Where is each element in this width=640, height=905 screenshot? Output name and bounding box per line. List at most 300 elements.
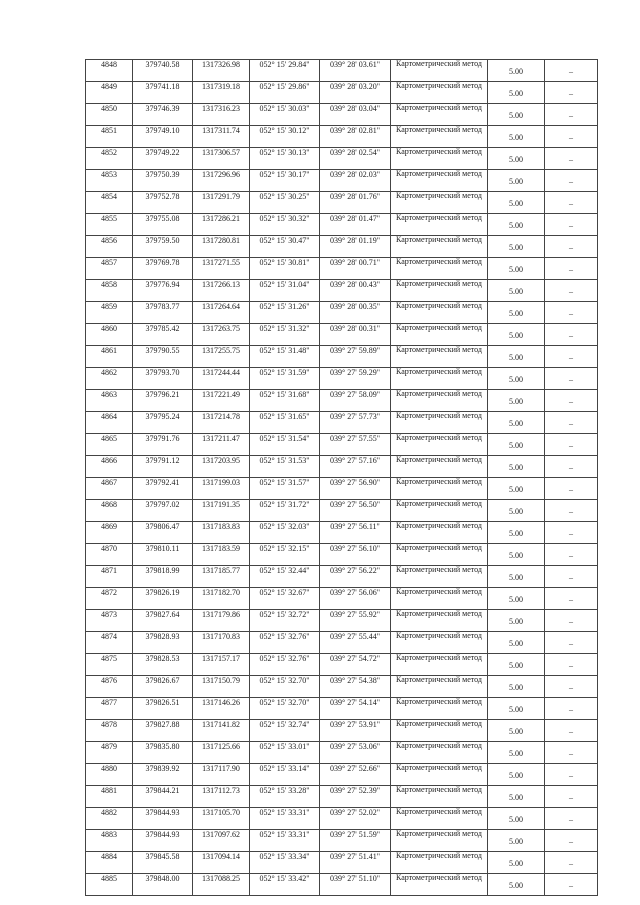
point-number-cell: 4872 xyxy=(86,588,133,610)
y-coordinate-cell: 1317311.74 xyxy=(193,126,250,148)
table-row xyxy=(86,830,598,852)
accuracy-cell: 5.00 xyxy=(488,302,545,324)
note-cell: – xyxy=(545,324,598,346)
accuracy-cell: 5.00 xyxy=(488,60,545,82)
longitude-cell: 039° 28' 00.31" xyxy=(320,324,391,346)
method-cell: Картометрический метод xyxy=(391,830,488,852)
method-cell: Картометрический метод xyxy=(391,126,488,148)
longitude-cell: 039° 27' 55.92" xyxy=(320,610,391,632)
method-cell: Картометрический метод xyxy=(391,610,488,632)
note-cell: – xyxy=(545,632,598,654)
latitude-cell: 052° 15' 30.17" xyxy=(250,170,320,192)
point-number-cell: 4861 xyxy=(86,346,133,368)
y-coordinate-cell: 1317263.75 xyxy=(193,324,250,346)
y-coordinate-cell: 1317097.62 xyxy=(193,830,250,852)
method-cell: Картометрический метод xyxy=(391,456,488,478)
table-row xyxy=(86,368,598,390)
x-coordinate-cell: 379752.78 xyxy=(133,192,193,214)
latitude-cell: 052° 15' 32.67" xyxy=(250,588,320,610)
latitude-cell: 052° 15' 31.68" xyxy=(250,390,320,412)
y-coordinate-cell: 1317179.86 xyxy=(193,610,250,632)
method-cell: Картометрический метод xyxy=(391,412,488,434)
latitude-cell: 052° 15' 32.03" xyxy=(250,522,320,544)
longitude-cell: 039° 27' 56.22" xyxy=(320,566,391,588)
x-coordinate-cell: 379826.19 xyxy=(133,588,193,610)
accuracy-cell: 5.00 xyxy=(488,346,545,368)
accuracy-cell: 5.00 xyxy=(488,258,545,280)
table-row xyxy=(86,808,598,830)
point-number-cell: 4880 xyxy=(86,764,133,786)
x-coordinate-cell: 379827.64 xyxy=(133,610,193,632)
latitude-cell: 052° 15' 30.25" xyxy=(250,192,320,214)
longitude-cell: 039° 27' 52.02" xyxy=(320,808,391,830)
table-row xyxy=(86,544,598,566)
table-row xyxy=(86,148,598,170)
table-row xyxy=(86,60,598,82)
note-cell: – xyxy=(545,808,598,830)
table-row xyxy=(86,236,598,258)
y-coordinate-cell: 1317170.83 xyxy=(193,632,250,654)
x-coordinate-cell: 379844.93 xyxy=(133,808,193,830)
x-coordinate-cell: 379793.70 xyxy=(133,368,193,390)
table-row xyxy=(86,852,598,874)
method-cell: Картометрический метод xyxy=(391,324,488,346)
point-number-cell: 4884 xyxy=(86,852,133,874)
note-cell: – xyxy=(545,852,598,874)
method-cell: Картометрический метод xyxy=(391,698,488,720)
accuracy-cell: 5.00 xyxy=(488,654,545,676)
x-coordinate-cell: 379796.21 xyxy=(133,390,193,412)
point-number-cell: 4867 xyxy=(86,478,133,500)
point-number-cell: 4883 xyxy=(86,830,133,852)
method-cell: Картометрический метод xyxy=(391,500,488,522)
accuracy-cell: 5.00 xyxy=(488,764,545,786)
accuracy-cell: 5.00 xyxy=(488,610,545,632)
latitude-cell: 052° 15' 32.76" xyxy=(250,632,320,654)
table-row xyxy=(86,434,598,456)
point-number-cell: 4857 xyxy=(86,258,133,280)
longitude-cell: 039° 27' 53.91" xyxy=(320,720,391,742)
x-coordinate-cell: 379835.80 xyxy=(133,742,193,764)
table-row xyxy=(86,390,598,412)
y-coordinate-cell: 1317199.03 xyxy=(193,478,250,500)
accuracy-cell: 5.00 xyxy=(488,368,545,390)
point-number-cell: 4865 xyxy=(86,434,133,456)
x-coordinate-cell: 379827.88 xyxy=(133,720,193,742)
method-cell: Картометрический метод xyxy=(391,60,488,82)
accuracy-cell: 5.00 xyxy=(488,214,545,236)
method-cell: Картометрический метод xyxy=(391,368,488,390)
latitude-cell: 052° 15' 33.34" xyxy=(250,852,320,874)
note-cell: – xyxy=(545,280,598,302)
method-cell: Картометрический метод xyxy=(391,390,488,412)
accuracy-cell: 5.00 xyxy=(488,522,545,544)
longitude-cell: 039° 28' 00.71" xyxy=(320,258,391,280)
latitude-cell: 052° 15' 30.13" xyxy=(250,148,320,170)
table-row xyxy=(86,588,598,610)
x-coordinate-cell: 379844.21 xyxy=(133,786,193,808)
latitude-cell: 052° 15' 30.32" xyxy=(250,214,320,236)
longitude-cell: 039° 28' 01.76" xyxy=(320,192,391,214)
table-row xyxy=(86,478,598,500)
y-coordinate-cell: 1317183.83 xyxy=(193,522,250,544)
note-cell: – xyxy=(545,302,598,324)
point-number-cell: 4875 xyxy=(86,654,133,676)
method-cell: Картометрический метод xyxy=(391,302,488,324)
longitude-cell: 039° 28' 00.43" xyxy=(320,280,391,302)
latitude-cell: 052° 15' 30.12" xyxy=(250,126,320,148)
point-number-cell: 4855 xyxy=(86,214,133,236)
x-coordinate-cell: 379848.00 xyxy=(133,874,193,896)
method-cell: Картометрический метод xyxy=(391,654,488,676)
y-coordinate-cell: 1317105.70 xyxy=(193,808,250,830)
note-cell: – xyxy=(545,148,598,170)
latitude-cell: 052° 15' 31.57" xyxy=(250,478,320,500)
y-coordinate-cell: 1317291.79 xyxy=(193,192,250,214)
longitude-cell: 039° 28' 02.03" xyxy=(320,170,391,192)
y-coordinate-cell: 1317266.13 xyxy=(193,280,250,302)
point-number-cell: 4853 xyxy=(86,170,133,192)
note-cell: – xyxy=(545,104,598,126)
table-row xyxy=(86,632,598,654)
longitude-cell: 039° 28' 01.19" xyxy=(320,236,391,258)
accuracy-cell: 5.00 xyxy=(488,456,545,478)
method-cell: Картометрический метод xyxy=(391,434,488,456)
note-cell: – xyxy=(545,698,598,720)
y-coordinate-cell: 1317221.49 xyxy=(193,390,250,412)
latitude-cell: 052° 15' 30.03" xyxy=(250,104,320,126)
y-coordinate-cell: 1317319.18 xyxy=(193,82,250,104)
x-coordinate-cell: 379791.76 xyxy=(133,434,193,456)
latitude-cell: 052° 15' 32.44" xyxy=(250,566,320,588)
point-number-cell: 4868 xyxy=(86,500,133,522)
note-cell: – xyxy=(545,478,598,500)
accuracy-cell: 5.00 xyxy=(488,104,545,126)
table-row xyxy=(86,412,598,434)
point-number-cell: 4856 xyxy=(86,236,133,258)
x-coordinate-cell: 379792.41 xyxy=(133,478,193,500)
point-number-cell: 4871 xyxy=(86,566,133,588)
x-coordinate-cell: 379746.39 xyxy=(133,104,193,126)
y-coordinate-cell: 1317306.57 xyxy=(193,148,250,170)
point-number-cell: 4851 xyxy=(86,126,133,148)
note-cell: – xyxy=(545,236,598,258)
longitude-cell: 039° 27' 52.66" xyxy=(320,764,391,786)
point-number-cell: 4870 xyxy=(86,544,133,566)
longitude-cell: 039° 27' 57.55" xyxy=(320,434,391,456)
y-coordinate-cell: 1317296.96 xyxy=(193,170,250,192)
table-row xyxy=(86,324,598,346)
point-number-cell: 4876 xyxy=(86,676,133,698)
accuracy-cell: 5.00 xyxy=(488,830,545,852)
y-coordinate-cell: 1317214.78 xyxy=(193,412,250,434)
longitude-cell: 039° 27' 51.59" xyxy=(320,830,391,852)
longitude-cell: 039° 27' 52.39" xyxy=(320,786,391,808)
latitude-cell: 052° 15' 33.31" xyxy=(250,808,320,830)
method-cell: Картометрический метод xyxy=(391,566,488,588)
table-row xyxy=(86,676,598,698)
longitude-cell: 039° 27' 53.06" xyxy=(320,742,391,764)
x-coordinate-cell: 379791.12 xyxy=(133,456,193,478)
table-row xyxy=(86,764,598,786)
longitude-cell: 039° 27' 54.38" xyxy=(320,676,391,698)
accuracy-cell: 5.00 xyxy=(488,478,545,500)
method-cell: Картометрический метод xyxy=(391,852,488,874)
y-coordinate-cell: 1317157.17 xyxy=(193,654,250,676)
latitude-cell: 052° 15' 32.74" xyxy=(250,720,320,742)
note-cell: – xyxy=(545,412,598,434)
latitude-cell: 052° 15' 31.54" xyxy=(250,434,320,456)
y-coordinate-cell: 1317191.35 xyxy=(193,500,250,522)
y-coordinate-cell: 1317125.66 xyxy=(193,742,250,764)
point-number-cell: 4881 xyxy=(86,786,133,808)
latitude-cell: 052° 15' 29.84" xyxy=(250,60,320,82)
table-row xyxy=(86,566,598,588)
table-row xyxy=(86,82,598,104)
method-cell: Картометрический метод xyxy=(391,874,488,896)
x-coordinate-cell: 379740.58 xyxy=(133,60,193,82)
note-cell: – xyxy=(545,676,598,698)
latitude-cell: 052° 15' 32.72" xyxy=(250,610,320,632)
accuracy-cell: 5.00 xyxy=(488,170,545,192)
y-coordinate-cell: 1317150.79 xyxy=(193,676,250,698)
latitude-cell: 052° 15' 31.26" xyxy=(250,302,320,324)
y-coordinate-cell: 1317203.95 xyxy=(193,456,250,478)
y-coordinate-cell: 1317112.73 xyxy=(193,786,250,808)
method-cell: Картометрический метод xyxy=(391,676,488,698)
method-cell: Картометрический метод xyxy=(391,742,488,764)
note-cell: – xyxy=(545,522,598,544)
x-coordinate-cell: 379826.51 xyxy=(133,698,193,720)
latitude-cell: 052° 15' 31.65" xyxy=(250,412,320,434)
longitude-cell: 039° 27' 51.10" xyxy=(320,874,391,896)
method-cell: Картометрический метод xyxy=(391,346,488,368)
point-number-cell: 4849 xyxy=(86,82,133,104)
method-cell: Картометрический метод xyxy=(391,522,488,544)
y-coordinate-cell: 1317316.23 xyxy=(193,104,250,126)
y-coordinate-cell: 1317146.26 xyxy=(193,698,250,720)
accuracy-cell: 5.00 xyxy=(488,786,545,808)
x-coordinate-cell: 379839.92 xyxy=(133,764,193,786)
method-cell: Картометрический метод xyxy=(391,588,488,610)
longitude-cell: 039° 27' 56.10" xyxy=(320,544,391,566)
longitude-cell: 039° 27' 58.09" xyxy=(320,390,391,412)
point-number-cell: 4866 xyxy=(86,456,133,478)
method-cell: Картометрический метод xyxy=(391,632,488,654)
point-number-cell: 4882 xyxy=(86,808,133,830)
y-coordinate-cell: 1317286.21 xyxy=(193,214,250,236)
note-cell: – xyxy=(545,610,598,632)
latitude-cell: 052° 15' 33.14" xyxy=(250,764,320,786)
accuracy-cell: 5.00 xyxy=(488,588,545,610)
longitude-cell: 039° 27' 56.11" xyxy=(320,522,391,544)
longitude-cell: 039° 27' 59.29" xyxy=(320,368,391,390)
note-cell: – xyxy=(545,742,598,764)
accuracy-cell: 5.00 xyxy=(488,324,545,346)
note-cell: – xyxy=(545,544,598,566)
method-cell: Картометрический метод xyxy=(391,544,488,566)
accuracy-cell: 5.00 xyxy=(488,720,545,742)
note-cell: – xyxy=(545,654,598,676)
longitude-cell: 039° 27' 59.89" xyxy=(320,346,391,368)
x-coordinate-cell: 379750.39 xyxy=(133,170,193,192)
y-coordinate-cell: 1317094.14 xyxy=(193,852,250,874)
y-coordinate-cell: 1317117.90 xyxy=(193,764,250,786)
latitude-cell: 052° 15' 29.86" xyxy=(250,82,320,104)
latitude-cell: 052° 15' 33.31" xyxy=(250,830,320,852)
x-coordinate-cell: 379810.11 xyxy=(133,544,193,566)
accuracy-cell: 5.00 xyxy=(488,544,545,566)
accuracy-cell: 5.00 xyxy=(488,632,545,654)
method-cell: Картометрический метод xyxy=(391,786,488,808)
table-row xyxy=(86,346,598,368)
table-body xyxy=(86,60,598,896)
table-row xyxy=(86,654,598,676)
x-coordinate-cell: 379741.18 xyxy=(133,82,193,104)
y-coordinate-cell: 1317182.70 xyxy=(193,588,250,610)
x-coordinate-cell: 379749.22 xyxy=(133,148,193,170)
y-coordinate-cell: 1317211.47 xyxy=(193,434,250,456)
y-coordinate-cell: 1317326.98 xyxy=(193,60,250,82)
note-cell: – xyxy=(545,126,598,148)
point-number-cell: 4860 xyxy=(86,324,133,346)
table-row xyxy=(86,720,598,742)
x-coordinate-cell: 379769.78 xyxy=(133,258,193,280)
accuracy-cell: 5.00 xyxy=(488,192,545,214)
accuracy-cell: 5.00 xyxy=(488,280,545,302)
x-coordinate-cell: 379776.94 xyxy=(133,280,193,302)
method-cell: Картометрический метод xyxy=(391,764,488,786)
table-row xyxy=(86,192,598,214)
method-cell: Картометрический метод xyxy=(391,720,488,742)
latitude-cell: 052° 15' 30.47" xyxy=(250,236,320,258)
point-number-cell: 4859 xyxy=(86,302,133,324)
method-cell: Картометрический метод xyxy=(391,214,488,236)
x-coordinate-cell: 379749.10 xyxy=(133,126,193,148)
latitude-cell: 052° 15' 31.53" xyxy=(250,456,320,478)
x-coordinate-cell: 379828.93 xyxy=(133,632,193,654)
table-row xyxy=(86,500,598,522)
latitude-cell: 052° 15' 33.01" xyxy=(250,742,320,764)
x-coordinate-cell: 379797.02 xyxy=(133,500,193,522)
y-coordinate-cell: 1317280.81 xyxy=(193,236,250,258)
longitude-cell: 039° 28' 03.61" xyxy=(320,60,391,82)
point-number-cell: 4848 xyxy=(86,60,133,82)
note-cell: – xyxy=(545,390,598,412)
note-cell: – xyxy=(545,368,598,390)
point-number-cell: 4877 xyxy=(86,698,133,720)
accuracy-cell: 5.00 xyxy=(488,148,545,170)
note-cell: – xyxy=(545,764,598,786)
table-row xyxy=(86,104,598,126)
latitude-cell: 052° 15' 32.70" xyxy=(250,676,320,698)
accuracy-cell: 5.00 xyxy=(488,874,545,896)
method-cell: Картометрический метод xyxy=(391,82,488,104)
point-number-cell: 4879 xyxy=(86,742,133,764)
table-row xyxy=(86,610,598,632)
longitude-cell: 039° 28' 01.47" xyxy=(320,214,391,236)
point-number-cell: 4854 xyxy=(86,192,133,214)
table-row xyxy=(86,170,598,192)
table-row xyxy=(86,214,598,236)
longitude-cell: 039° 28' 03.04" xyxy=(320,104,391,126)
note-cell: – xyxy=(545,500,598,522)
accuracy-cell: 5.00 xyxy=(488,808,545,830)
point-number-cell: 4878 xyxy=(86,720,133,742)
x-coordinate-cell: 379818.99 xyxy=(133,566,193,588)
latitude-cell: 052° 15' 33.42" xyxy=(250,874,320,896)
x-coordinate-cell: 379844.93 xyxy=(133,830,193,852)
accuracy-cell: 5.00 xyxy=(488,698,545,720)
x-coordinate-cell: 379790.55 xyxy=(133,346,193,368)
longitude-cell: 039° 27' 57.73" xyxy=(320,412,391,434)
longitude-cell: 039° 27' 55.44" xyxy=(320,632,391,654)
longitude-cell: 039° 27' 57.16" xyxy=(320,456,391,478)
longitude-cell: 039° 28' 03.20" xyxy=(320,82,391,104)
longitude-cell: 039° 27' 54.14" xyxy=(320,698,391,720)
table-row xyxy=(86,874,598,896)
latitude-cell: 052° 15' 32.15" xyxy=(250,544,320,566)
method-cell: Картометрический метод xyxy=(391,236,488,258)
point-number-cell: 4862 xyxy=(86,368,133,390)
note-cell: – xyxy=(545,192,598,214)
accuracy-cell: 5.00 xyxy=(488,236,545,258)
latitude-cell: 052° 15' 31.32" xyxy=(250,324,320,346)
x-coordinate-cell: 379845.58 xyxy=(133,852,193,874)
latitude-cell: 052° 15' 31.59" xyxy=(250,368,320,390)
point-number-cell: 4885 xyxy=(86,874,133,896)
latitude-cell: 052° 15' 30.81" xyxy=(250,258,320,280)
longitude-cell: 039° 27' 56.90" xyxy=(320,478,391,500)
point-number-cell: 4858 xyxy=(86,280,133,302)
accuracy-cell: 5.00 xyxy=(488,852,545,874)
y-coordinate-cell: 1317088.25 xyxy=(193,874,250,896)
latitude-cell: 052° 15' 31.48" xyxy=(250,346,320,368)
x-coordinate-cell: 379785.42 xyxy=(133,324,193,346)
accuracy-cell: 5.00 xyxy=(488,676,545,698)
longitude-cell: 039° 27' 56.50" xyxy=(320,500,391,522)
point-number-cell: 4864 xyxy=(86,412,133,434)
table-row xyxy=(86,126,598,148)
x-coordinate-cell: 379806.47 xyxy=(133,522,193,544)
method-cell: Картометрический метод xyxy=(391,104,488,126)
y-coordinate-cell: 1317244.44 xyxy=(193,368,250,390)
point-number-cell: 4874 xyxy=(86,632,133,654)
method-cell: Картометрический метод xyxy=(391,280,488,302)
longitude-cell: 039° 28' 02.81" xyxy=(320,126,391,148)
method-cell: Картометрический метод xyxy=(391,808,488,830)
point-number-cell: 4873 xyxy=(86,610,133,632)
longitude-cell: 039° 27' 56.06" xyxy=(320,588,391,610)
y-coordinate-cell: 1317183.59 xyxy=(193,544,250,566)
point-number-cell: 4852 xyxy=(86,148,133,170)
method-cell: Картометрический метод xyxy=(391,170,488,192)
x-coordinate-cell: 379755.08 xyxy=(133,214,193,236)
table-row xyxy=(86,302,598,324)
note-cell: – xyxy=(545,346,598,368)
note-cell: – xyxy=(545,170,598,192)
table-row xyxy=(86,522,598,544)
x-coordinate-cell: 379759.50 xyxy=(133,236,193,258)
x-coordinate-cell: 379783.77 xyxy=(133,302,193,324)
latitude-cell: 052° 15' 31.04" xyxy=(250,280,320,302)
note-cell: – xyxy=(545,214,598,236)
method-cell: Картометрический метод xyxy=(391,258,488,280)
y-coordinate-cell: 1317185.77 xyxy=(193,566,250,588)
table-row xyxy=(86,456,598,478)
y-coordinate-cell: 1317141.82 xyxy=(193,720,250,742)
x-coordinate-cell: 379828.53 xyxy=(133,654,193,676)
